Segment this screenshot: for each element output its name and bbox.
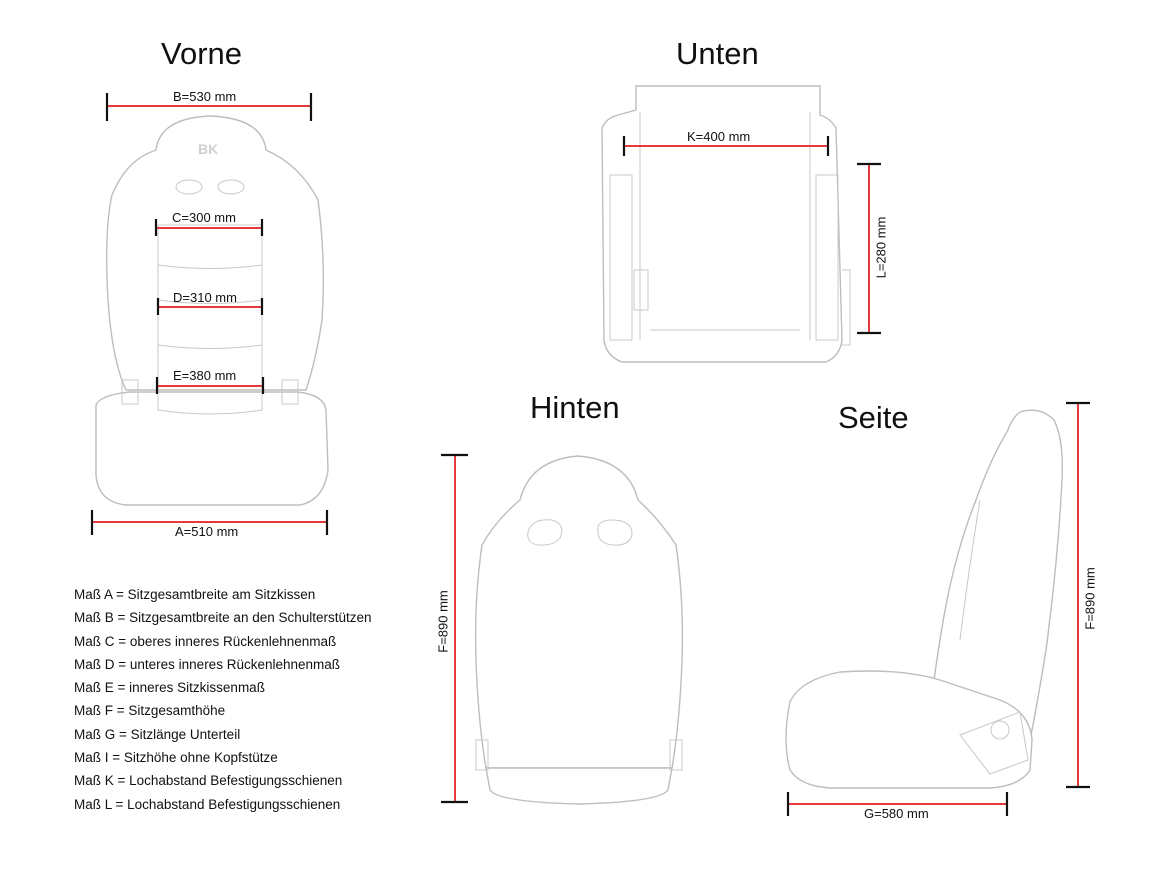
dimension-a-label: A=510 mm (175, 524, 239, 539)
dimension-b-label: B=530 mm (173, 89, 237, 104)
front-seat-drawing (96, 116, 328, 505)
legend-item-g: Maß G = Sitzlänge Unterteil (74, 726, 241, 742)
dimension-e-label: E=380 mm (173, 368, 237, 383)
side-seat-drawing (786, 410, 1062, 788)
legend-item-d: Maß D = unteres inneres Rückenlehnenmaß (74, 656, 341, 672)
front-logo: BK (198, 141, 219, 157)
dimension-l-label: L=280 mm (873, 216, 889, 279)
view-title-back: Hinten (530, 390, 620, 425)
dimension-k-label: K=400 mm (687, 129, 751, 144)
legend-item-f: Maß F = Sitzgesamthöhe (74, 703, 226, 719)
legend-item-a: Maß A = Sitzgesamtbreite am Sitzkissen (74, 587, 316, 602)
measurement-legend (74, 583, 372, 816)
legend-item-i: Maß I = Sitzhöhe ohne Kopfstütze (74, 750, 278, 766)
legend-item-e: Maß E = inneres Sitzkissenmaß (74, 680, 265, 696)
dimension-c-label: C=300 mm (172, 210, 236, 225)
dimension-g-label: G=580 mm (864, 806, 929, 821)
view-title-bottom: Unten (676, 36, 759, 71)
legend-item-b: Maß B = Sitzgesamtbreite an den Schulterstützen (74, 610, 372, 626)
dimension-d-label: D=310 mm (173, 290, 237, 305)
legend-item-k: Maß K = Lochabstand Befestigungsschienen (74, 773, 343, 789)
dimension-f-side-label: F=890 mm (1082, 567, 1098, 630)
view-title-side: Seite (838, 400, 909, 435)
back-seat-drawing (476, 456, 683, 804)
legend-item-l: Maß L = Lochabstand Befestigungsschienen (74, 796, 341, 812)
bottom-seat-drawing (602, 86, 850, 362)
dimension-f-back-label: F=890 mm (435, 590, 451, 653)
legend-item-c: Maß C = oberes inneres Rückenlehnenmaß (74, 633, 337, 649)
view-title-front: Vorne (161, 36, 243, 71)
